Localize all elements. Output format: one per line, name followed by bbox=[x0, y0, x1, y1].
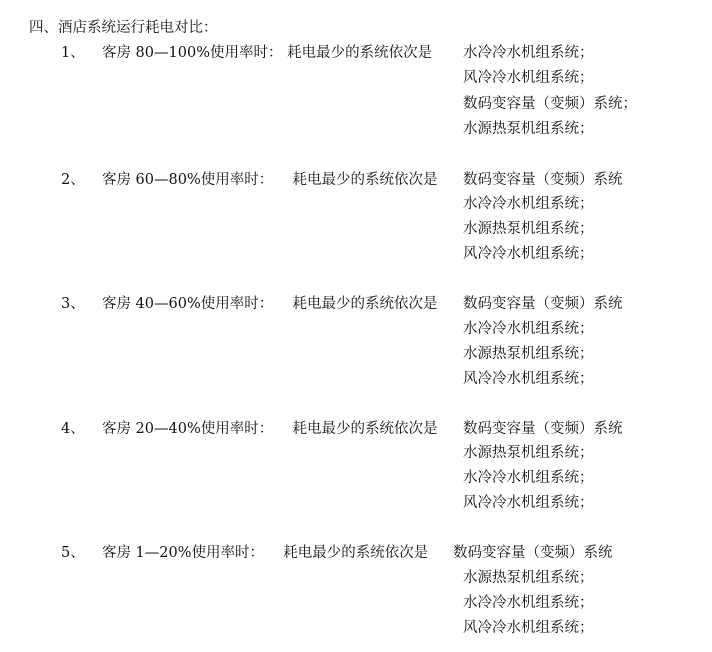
section-prefix: 耗电最少的系统依次是 bbox=[283, 545, 429, 561]
section-prefix: 耗电最少的系统依次是 bbox=[292, 296, 438, 312]
section-1-header bbox=[61, 44, 432, 62]
section-usage: 客房 20—40%使用率时： bbox=[101, 421, 274, 437]
section-3-header bbox=[61, 295, 437, 313]
section-usage: 客房 80—100%使用率时： bbox=[101, 45, 283, 61]
document-heading: 四、酒店系统运行耗电对比： bbox=[29, 20, 218, 36]
section-number: 1、 bbox=[61, 45, 85, 61]
section-5-item-1: 数码变容量（变频）系统 bbox=[453, 545, 613, 561]
section-5-item-2: 水源热泵机组系统； bbox=[463, 570, 594, 586]
section-usage: 客房 60—80%使用率时： bbox=[101, 172, 274, 188]
section-2-item-2: 水冷冷水机组系统； bbox=[463, 196, 594, 212]
section-usage: 客房 1—20%使用率时： bbox=[101, 545, 265, 561]
section-1-item-3: 数码变容量（变频）系统； bbox=[463, 96, 637, 112]
section-4-item-3: 水冷冷水机组系统； bbox=[463, 470, 594, 486]
section-4-header bbox=[61, 420, 437, 438]
section-2-item-1: 数码变容量（变频）系统 bbox=[463, 172, 623, 188]
section-5-header bbox=[61, 544, 428, 562]
section-2-item-3: 水源热泵机组系统； bbox=[463, 221, 594, 237]
section-5-item-3: 水冷冷水机组系统； bbox=[463, 595, 594, 611]
section-4-item-4: 风冷冷水机组系统； bbox=[463, 495, 594, 511]
section-prefix: 耗电最少的系统依次是 bbox=[292, 421, 438, 437]
section-1-item-1: 水冷冷水机组系统； bbox=[463, 45, 594, 61]
section-number: 4、 bbox=[61, 421, 85, 437]
section-1-item-2: 风冷冷水机组系统； bbox=[463, 70, 594, 86]
section-prefix: 耗电最少的系统依次是 bbox=[287, 45, 433, 61]
section-3-item-2: 水冷冷水机组系统； bbox=[463, 321, 594, 337]
section-4-item-1: 数码变容量（变频）系统 bbox=[463, 421, 623, 437]
section-prefix: 耗电最少的系统依次是 bbox=[292, 172, 438, 188]
section-2-header bbox=[61, 171, 437, 189]
section-2-item-4: 风冷冷水机组系统； bbox=[463, 246, 594, 262]
section-number: 3、 bbox=[61, 296, 85, 312]
section-3-item-1: 数码变容量（变频）系统 bbox=[463, 296, 623, 312]
section-5-item-4: 风冷冷水机组系统； bbox=[463, 620, 594, 636]
section-number: 2、 bbox=[61, 172, 85, 188]
section-number: 5、 bbox=[61, 545, 85, 561]
section-3-item-4: 风冷冷水机组系统； bbox=[463, 371, 594, 387]
section-usage: 客房 40—60%使用率时： bbox=[101, 296, 274, 312]
section-1-item-4: 水源热泵机组系统； bbox=[463, 121, 594, 137]
section-4-item-2: 水源热泵机组系统； bbox=[463, 445, 594, 461]
section-3-item-3: 水源热泵机组系统； bbox=[463, 346, 594, 362]
